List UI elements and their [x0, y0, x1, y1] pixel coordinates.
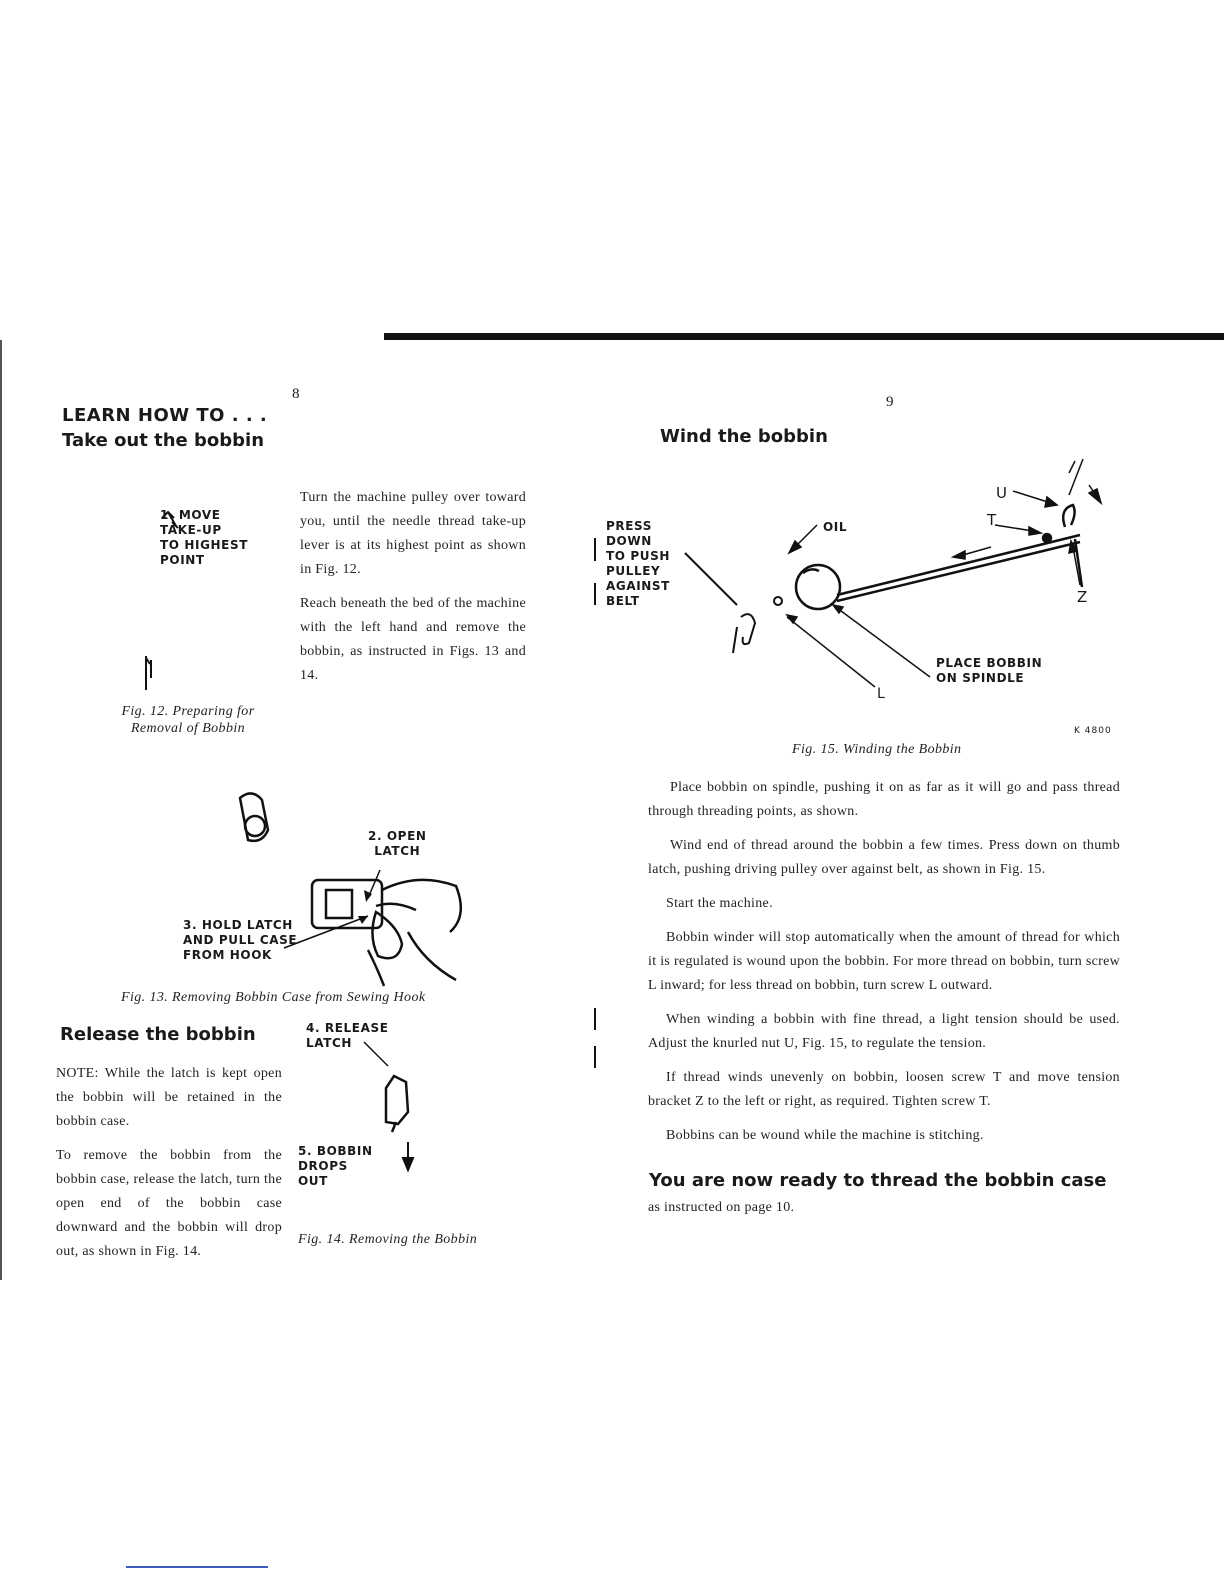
step2-label: 2. OPEN LATCH — [368, 829, 427, 858]
bobbin-icon — [240, 793, 268, 840]
press-leader-line — [685, 553, 737, 605]
right-para-2: Wind end of thread around the bobbin a few times. Press down on thumb latch, pushing driving pulley over against belt, as shown in Fig. 15. — [648, 838, 1120, 877]
margin-mark-2 — [594, 1046, 596, 1068]
left-para-2: Reach beneath the bed of the machine with the left hand and remove the bobbin, as instructed in Figs. 13 and 14. — [300, 596, 526, 683]
ready-subtext: as instructed on page 10. — [648, 1200, 795, 1215]
page-number-9: 9 — [886, 394, 894, 410]
fig13-caption: Fig. 13. Removing Bobbin Case from Sewing Hook — [121, 990, 426, 1005]
place-bobbin-label: PLACE BOBBIN ON SPINDLE — [936, 656, 1043, 685]
place-bobbin-leader — [833, 605, 930, 677]
right-para-7: Bobbins can be wound while the machine is stitching. — [666, 1128, 984, 1143]
top-border-rule — [384, 333, 1224, 340]
step3-label: 3. HOLD LATCH AND PULL CASE FROM HOOK — [183, 918, 298, 962]
bobbin-case-down-icon — [386, 1076, 408, 1132]
label-u: U — [996, 484, 1007, 502]
heading-learn-how-to: LEARN HOW TO . . . — [62, 405, 268, 426]
left-intro-text — [300, 486, 526, 698]
u-arrow-icon — [1013, 491, 1057, 507]
margin-mark-1 — [594, 1008, 596, 1030]
thumb-latch-icon — [733, 614, 755, 653]
needle-icon — [146, 656, 151, 690]
press-down-label: PRESS DOWN TO PUSH PULLEY AGAINST BELT — [606, 519, 670, 608]
right-body-text — [648, 776, 1120, 1158]
fig12-caption — [108, 703, 268, 737]
fig12-caption-line1: Fig. 12. Preparing for — [121, 704, 255, 719]
bobbin-case-icon — [312, 880, 461, 932]
adjust-arrows-icon — [1069, 459, 1101, 503]
label-t: T — [987, 511, 997, 529]
label-l: L — [877, 686, 885, 702]
left-para-1: Turn the machine pulley over toward you, until the needle thread take-up lever is at its highest point as shown in Fig. 12. — [300, 490, 526, 577]
heading-take-out-bobbin: Take out the bobbin — [62, 430, 265, 451]
heading-wind-bobbin: Wind the bobbin — [660, 426, 828, 447]
heading-ready-thread: You are now ready to thread the bobbin case — [649, 1170, 1107, 1191]
heading-release-bobbin: Release the bobbin — [60, 1024, 256, 1045]
release-para: To remove the bobbin from the bobbin case, release the latch, turn the open end of the bobbin case downward and the bobbin will drop out, as shown in Fig. 14. — [56, 1148, 282, 1259]
spindle-shaft — [837, 535, 1080, 601]
page-number-8: 8 — [292, 386, 300, 402]
small-pulley-icon — [774, 597, 782, 605]
oil-arrow-icon — [789, 525, 817, 553]
bottom-link-line — [126, 1566, 268, 1568]
right-para-5: When winding a bobbin with fine thread, a light tension should be used. Adjust the knurled nut U, Fig. 15, to regulate the tension. — [648, 1012, 1120, 1051]
right-para-6: If thread winds unevenly on bobbin, loosen screw T and move tension bracket Z to the left or right, as required. Tighten screw T. — [648, 1070, 1120, 1109]
figure-code: K 4800 — [1074, 726, 1112, 736]
oil-label: OIL — [823, 520, 848, 534]
step5-label: 5. BOBBIN DROPS OUT — [298, 1144, 373, 1188]
fig12-caption-line2: Removal of Bobbin — [130, 721, 246, 736]
right-para-3: Start the machine. — [666, 896, 773, 911]
t-arrow-icon — [995, 525, 1041, 535]
label-z: Z — [1077, 588, 1088, 606]
step1-label: 1. MOVE TAKE-UP TO HIGHEST POINT — [160, 508, 248, 567]
right-para-4: Bobbin winder will stop automatically when the amount of thread for which it is regulated is wound upon the bobbin. For more thread on bobbin, turn screw L inward; for less thread on bobbin, turn screw L outward. — [648, 930, 1120, 993]
step4-label: 4. RELEASE LATCH — [306, 1021, 389, 1050]
right-para-1: Place bobbin on spindle, pushing it on as far as it will go and pass thread through threading points, as shown. — [648, 780, 1120, 819]
fig15-caption: Fig. 15. Winding the Bobbin — [792, 742, 962, 757]
arrow-down-icon — [403, 1142, 413, 1170]
release-text — [56, 1062, 282, 1274]
spindle-pulley-icon — [796, 565, 840, 609]
fig14-caption: Fig. 14. Removing the Bobbin — [298, 1232, 478, 1247]
release-note: NOTE: While the latch is kept open the bobbin will be retained in the bobbin case. — [56, 1066, 282, 1129]
left-border-rule — [0, 340, 2, 1280]
